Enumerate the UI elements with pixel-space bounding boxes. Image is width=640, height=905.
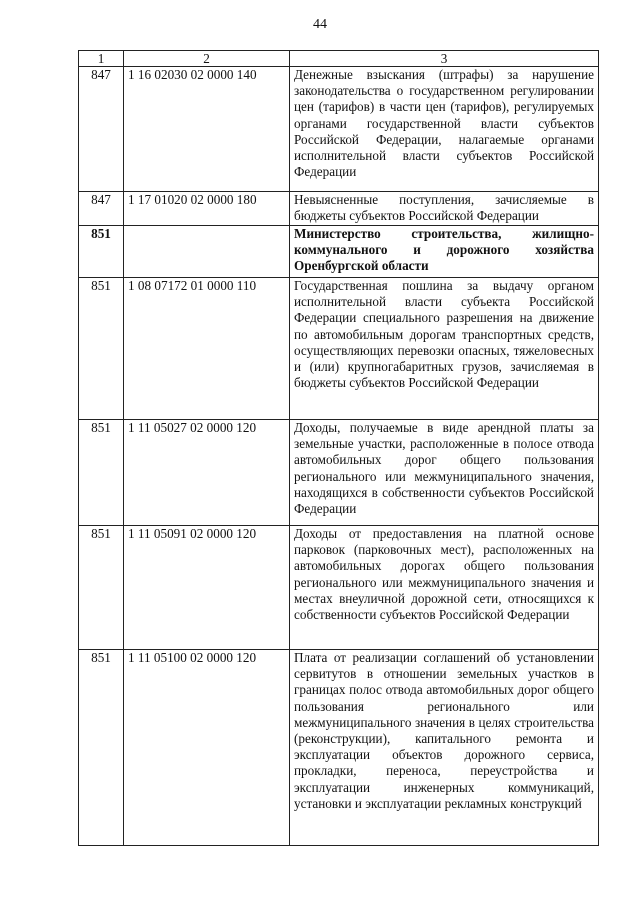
table-row [79, 526, 599, 650]
admin-code-cell: 851 [79, 226, 124, 278]
admin-code-cell: 851 [79, 650, 124, 846]
admin-code-cell: 851 [79, 278, 124, 420]
table-row [79, 420, 599, 526]
description-cell: Невыясненные поступления, зачисляемые в бюджеты субъектов Российской Федерации [290, 192, 599, 226]
admin-code-cell: 847 [79, 67, 124, 192]
budget-code-cell: 1 08 07172 01 0000 110 [124, 278, 290, 420]
budget-code-cell [124, 226, 290, 278]
admin-code-cell: 851 [79, 420, 124, 526]
budget-code-cell: 1 11 05100 02 0000 120 [124, 650, 290, 846]
table-header-row [79, 51, 599, 67]
budget-code-cell: 1 11 05091 02 0000 120 [124, 526, 290, 650]
budget-code-cell: 1 11 05027 02 0000 120 [124, 420, 290, 526]
ministry-name-cell: Министерство строительства, жилищно-коммунального и дорожного хозяйства Оренбургской области [290, 226, 599, 278]
table-row [79, 192, 599, 226]
page-number: 44 [313, 17, 327, 32]
header-cell-1: 1 [79, 51, 124, 67]
description-cell: Государственная пошлина за выдачу органом исполнительной власти субъекта Российской Федерации специального разрешения на движение по автомобильным дорогам транспортных средств, осуществляющих перевозки опасных, тяжеловесных и (или) крупногабаритных грузов, зачисляемая в бюджеты субъектов Российской Федерации [290, 278, 599, 420]
description-cell: Плата от реализации соглашений об установлении сервитутов в отношении земельных участков в границах полос отвода автомобильных дорог общего пользования регионального или межмуниципального значения в целях строительства (реконструкции), капитального ремонта и эксплуатации объектов дорожного сервиса, прокладки, переноса, переустройства и эксплуатации инженерных коммуникаций, установки и эксплуатации рекламных конструкций [290, 650, 599, 846]
description-cell: Денежные взыскания (штрафы) за нарушение законодательства о государственном регулировании цен (тарифов) в части цен (тарифов), регулируемых органами государственной власти субъектов Российской Федерации, налагаемые органами исполнительной власти субъектов Российской Федерации [290, 67, 599, 192]
budget-revenue-table [78, 50, 599, 846]
budget-code-cell: 1 16 02030 02 0000 140 [124, 67, 290, 192]
table-row [79, 67, 599, 192]
table-row [79, 650, 599, 846]
header-cell-3: 3 [290, 51, 599, 67]
budget-code-cell: 1 17 01020 02 0000 180 [124, 192, 290, 226]
description-cell: Доходы, получаемые в виде арендной платы за земельные участки, расположенные в полосе отвода автомобильных дорог общего пользования регионального или межмуниципального значения, находящихся в собственности субъектов Российской Федерации [290, 420, 599, 526]
ministry-header-row [79, 226, 599, 278]
admin-code-cell: 851 [79, 526, 124, 650]
header-cell-2: 2 [124, 51, 290, 67]
table-row [79, 278, 599, 420]
description-cell: Доходы от предоставления на платной основе парковок (парковочных мест), расположенных на автомобильных дорогах общего пользования регионального или межмуниципального значения и местах внеуличной дорожной сети, относящихся к собственности субъектов Российской Федерации [290, 526, 599, 650]
admin-code-cell: 847 [79, 192, 124, 226]
